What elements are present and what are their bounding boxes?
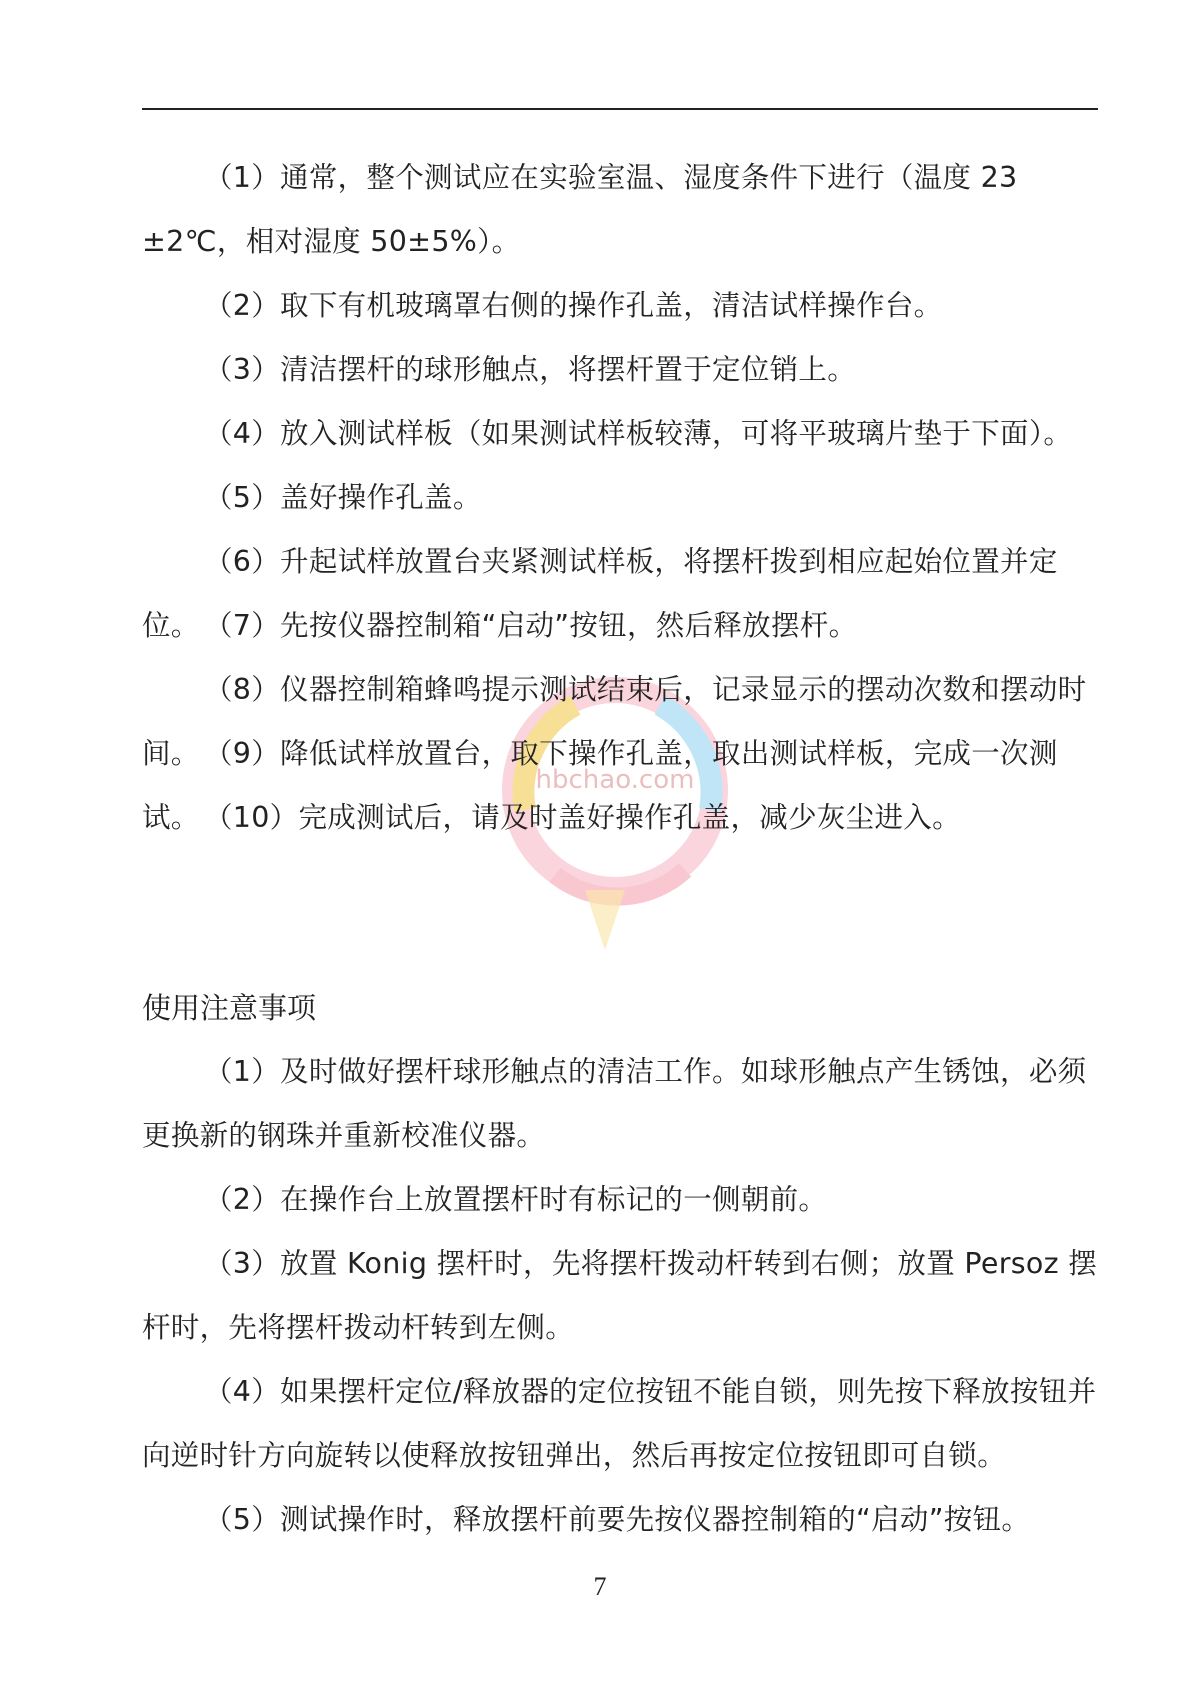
procedure-step-8: （8）仪器控制箱蜂鸣提示测试结束后，记录显示的摆动次数和摆动时间。 bbox=[142, 673, 1087, 770]
page-number: 7 bbox=[593, 1572, 607, 1601]
procedure-step-2: （2）取下有机玻璃罩右侧的操作孔盖，清洁试样操作台。 bbox=[204, 289, 943, 322]
procedure-step-5: （5）盖好操作孔盖。 bbox=[204, 481, 482, 514]
note-2: （2）在操作台上放置摆杆时有标记的一侧朝前。 bbox=[204, 1183, 828, 1216]
procedure-step-6: （6）升起试样放置台夹紧测试样板，将摆杆拨到相应起始位置并定位。 bbox=[142, 545, 1058, 642]
procedure-step-1: （1）通常，整个测试应在实验室温、湿度条件下进行（温度 23±2℃，相对湿度 50±5%）。 bbox=[142, 161, 1018, 258]
procedure-step-7: （7）先按仪器控制箱“启动”按钮，然后释放摆杆。 bbox=[204, 609, 858, 642]
note-1: （1）及时做好摆杆球形触点的清洁工作。如球形触点产生锈蚀，必须更换新的钢珠并重新校准仪器。 bbox=[142, 1055, 1087, 1152]
notes-heading: 使用注意事项 bbox=[142, 991, 317, 1025]
procedure-step-10: （10）完成测试后，请及时盖好操作孔盖，减少灰尘进入。 bbox=[204, 801, 961, 834]
watermark-text: hbchao.com bbox=[535, 765, 695, 795]
procedure-step-4: （4）放入测试样板（如果测试样板较薄，可将平玻璃片垫于下面）。 bbox=[204, 417, 1073, 450]
note-4: （4）如果摆杆定位/释放器的定位按钮不能自锁，则先按下释放按钮并向逆时针方向旋转以使释放按钮弹出，然后再按定位按钮即可自锁。 bbox=[142, 1375, 1097, 1472]
note-5: （5）测试操作时，释放摆杆前要先按仪器控制箱的“启动”按钮。 bbox=[204, 1503, 1031, 1536]
procedure-step-9: （9）降低试样放置台，取下操作孔盖，取出测试样板，完成一次测试。 bbox=[142, 737, 1058, 834]
note-3: （3）放置 Konig 摆杆时，先将摆杆拨动杆转到右侧；放置 Persoz 摆杆时，先将摆杆拨动杆转到左侧。 bbox=[142, 1247, 1098, 1344]
procedure-step-3: （3）清洁摆杆的球形触点，将摆杆置于定位销上。 bbox=[204, 353, 857, 386]
header-rule bbox=[142, 108, 1098, 110]
